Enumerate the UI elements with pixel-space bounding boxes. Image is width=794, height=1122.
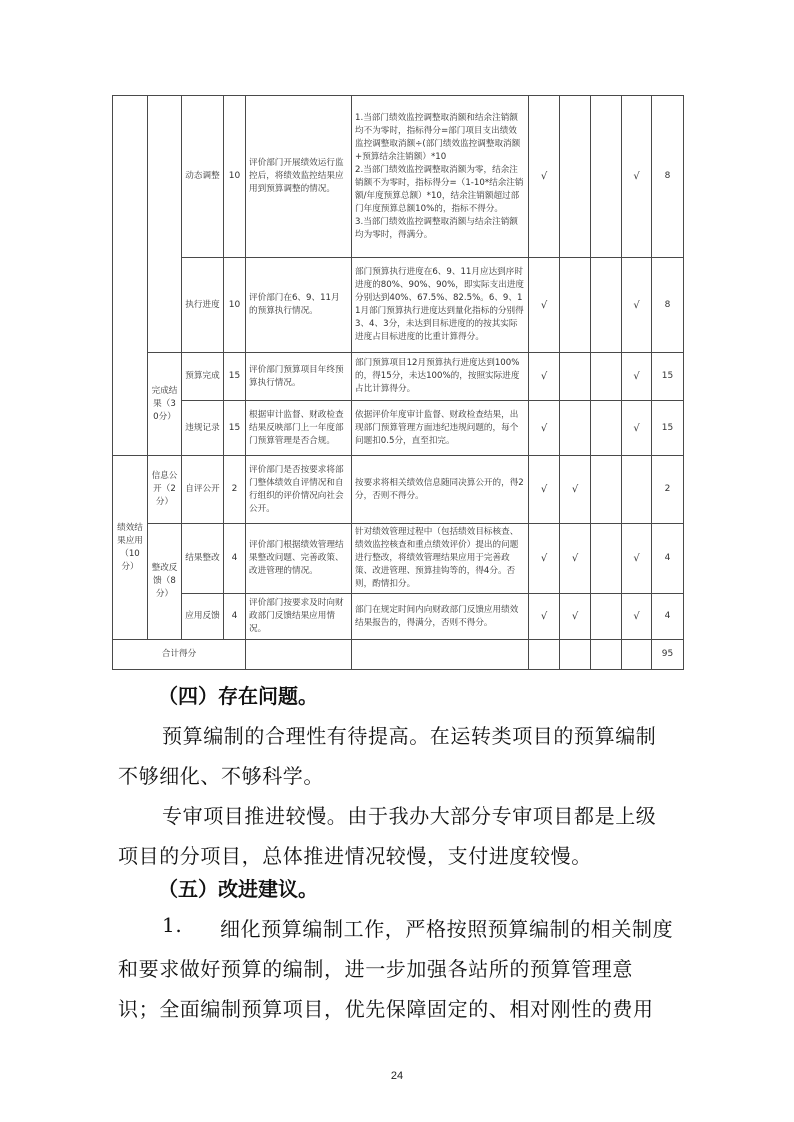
criteria-line: 3.当部门绩效监控调整取消额与结余注销额均为零时，得满分。: [355, 216, 518, 240]
check-cell: [560, 258, 591, 353]
weight-cell: 10: [224, 96, 246, 258]
description-cell: 评价部门是否按要求将部门整体绩效自评情况和自行组织的评价情况向社会公开。: [246, 456, 352, 524]
check-cell: √: [622, 96, 652, 258]
empty-cell: [622, 640, 652, 670]
check-cell: √: [529, 456, 560, 524]
level2-cell-continued: [148, 96, 182, 353]
empty-cell: [560, 640, 591, 670]
empty-cell: [352, 640, 529, 670]
check-cell: [591, 258, 622, 353]
table-row: [113, 353, 684, 401]
level3-cell: 执行进度: [182, 258, 224, 353]
level1-cell: 绩效结果应用（10分）: [113, 456, 148, 640]
check-cell: [591, 96, 622, 258]
check-cell: √: [622, 353, 652, 401]
section-heading: （四）存在问题。: [158, 684, 318, 708]
level3-cell: 自评公开: [182, 456, 224, 524]
check-cell: [591, 401, 622, 456]
check-cell: [591, 524, 622, 594]
score-cell: 15: [652, 401, 684, 456]
total-score: 95: [652, 640, 684, 670]
criteria-cell: 针对绩效管理过程中（包括绩效目标核查、绩效监控核查和重点绩效评价）提出的问题进行整改，将绩效管理结果应用于完善政策、改进管理、预算挂钩等的，得4分。否则，酌情扣分。: [352, 524, 529, 594]
level2-cell: 整改反馈（8分）: [148, 524, 182, 640]
check-cell: √: [622, 524, 652, 594]
page-number: 24: [390, 1070, 404, 1082]
paragraph-line: 识；全面编制预算项目，优先保障固定的、相对刚性的费用: [118, 997, 654, 1021]
score-cell: 8: [652, 258, 684, 353]
level3-cell: 预算完成: [182, 353, 224, 401]
criteria-cell: 部门在规定时间内向财政部门反馈应用绩效结果报告的，得满分，否则不得分。: [352, 594, 529, 640]
paragraph-line: 不够细化、不够科学。: [118, 764, 324, 788]
check-cell: √: [560, 524, 591, 594]
score-cell: 4: [652, 524, 684, 594]
empty-cell: [529, 640, 560, 670]
table-row: [113, 258, 684, 353]
check-cell: √: [529, 524, 560, 594]
paragraph-line: 和要求做好预算的编制，进一步加强各站所的预算管理意: [118, 957, 633, 981]
level2-cell: 信息公开（2分）: [148, 456, 182, 524]
description-cell: 评价部门预算项目年终预算执行情况。: [246, 353, 352, 401]
check-cell: [560, 96, 591, 258]
paragraph-line: 细化预算编制工作，严格按照预算编制的相关制度: [220, 917, 674, 941]
score-cell: 4: [652, 594, 684, 640]
weight-cell: 15: [224, 401, 246, 456]
level3-cell: 动态调整: [182, 96, 224, 258]
criteria-cell: 部门预算项目12月预算执行进度达到100%的，得15分，未达100%的，按照实际进度占比计算得分。: [352, 353, 529, 401]
check-cell: √: [529, 353, 560, 401]
level3-cell: 应用反馈: [182, 594, 224, 640]
table-row: [113, 401, 684, 456]
check-cell: [591, 456, 622, 524]
level1-cell-continued: [113, 96, 148, 456]
check-cell: √: [560, 456, 591, 524]
check-cell: √: [529, 401, 560, 456]
check-cell: [591, 594, 622, 640]
description-cell: 评价部门按要求及时向财政部门反馈结果应用情况。: [246, 594, 352, 640]
paragraph-line: 预算编制的合理性有待提高。在运转类项目的预算编制: [162, 724, 657, 748]
score-cell: 8: [652, 96, 684, 258]
level3-cell: 结果整改: [182, 524, 224, 594]
description-cell: 评价部门根据绩效管理结果整改问题、完善政策、改进管理的情况。: [246, 524, 352, 594]
weight-cell: 2: [224, 456, 246, 524]
table-row: [113, 96, 684, 258]
section-heading: （五）改进建议。: [158, 877, 318, 901]
list-item-number: 1.: [162, 913, 183, 937]
score-cell: 2: [652, 456, 684, 524]
description-cell: 根据审计监督、财政检查结果反映部门上一年度部门预算管理是否合规。: [246, 401, 352, 456]
check-cell: [591, 353, 622, 401]
check-cell: √: [622, 594, 652, 640]
empty-cell: [246, 640, 352, 670]
check-cell: √: [529, 96, 560, 258]
weight-cell: 4: [224, 594, 246, 640]
check-cell: [622, 456, 652, 524]
check-cell: √: [560, 594, 591, 640]
evaluation-table: [112, 95, 684, 670]
weight-cell: 15: [224, 353, 246, 401]
check-cell: √: [529, 258, 560, 353]
paragraph-line: 专审项目推进较慢。由于我办大部分专审项目都是上级: [162, 804, 657, 828]
score-cell: 15: [652, 353, 684, 401]
description-cell: 评价部门在6、9、11月的预算执行情况。: [246, 258, 352, 353]
level2-cell: 完成结果（30分）: [148, 353, 182, 456]
criteria-cell: 按要求将相关绩效信息随同决算公开的，得2分，否则不得分。: [352, 456, 529, 524]
table-row: [113, 524, 684, 594]
total-row: [113, 640, 684, 670]
criteria-line: 2.当部门绩效监控调整取消额为零，结余注销额不为零时，指标得分=（1-10*结余注销额/年度预算总额）*10，结余注销额超过部门年度预算总额10%的，指标不得分。: [355, 164, 524, 214]
weight-cell: 4: [224, 524, 246, 594]
criteria-line: 1.当部门绩效监控调整取消额和结余注销额均不为零时，指标得分=部门项目支出绩效监控调整取消额÷(部门绩效监控调整取消额+预算结余注销额）*10: [355, 112, 521, 162]
table-row: [113, 594, 684, 640]
table-row: [113, 456, 684, 524]
check-cell: [560, 401, 591, 456]
criteria-cell: [352, 96, 529, 258]
check-cell: [560, 353, 591, 401]
empty-cell: [591, 640, 622, 670]
weight-cell: 10: [224, 258, 246, 353]
level3-cell: 违规记录: [182, 401, 224, 456]
description-cell: 评价部门开展绩效运行监控后，将绩效监控结果应用到预算调整的情况。: [246, 96, 352, 258]
check-cell: √: [529, 594, 560, 640]
check-cell: √: [622, 401, 652, 456]
criteria-cell: 依据评价年度审计监督、财政检查结果，出现部门预算管理方面违纪违规问题的，每个问题扣0.5分，直至扣完。: [352, 401, 529, 456]
check-cell: √: [622, 258, 652, 353]
criteria-cell: 部门预算执行进度在6、9、11月应达到序时进度的80%、90%、90%，即实际支出进度分别达到40%、67.5%、82.5%。6、9、11月部门预算执行进度达到量化指标的分别得3、4、3分，未达到目标进度的的按其实际进度占目标进度的比重计算得分。: [352, 258, 529, 353]
total-label: 合计得分: [113, 640, 246, 670]
paragraph-line: 项目的分项目，总体推进情况较慢，支付进度较慢。: [118, 844, 592, 868]
